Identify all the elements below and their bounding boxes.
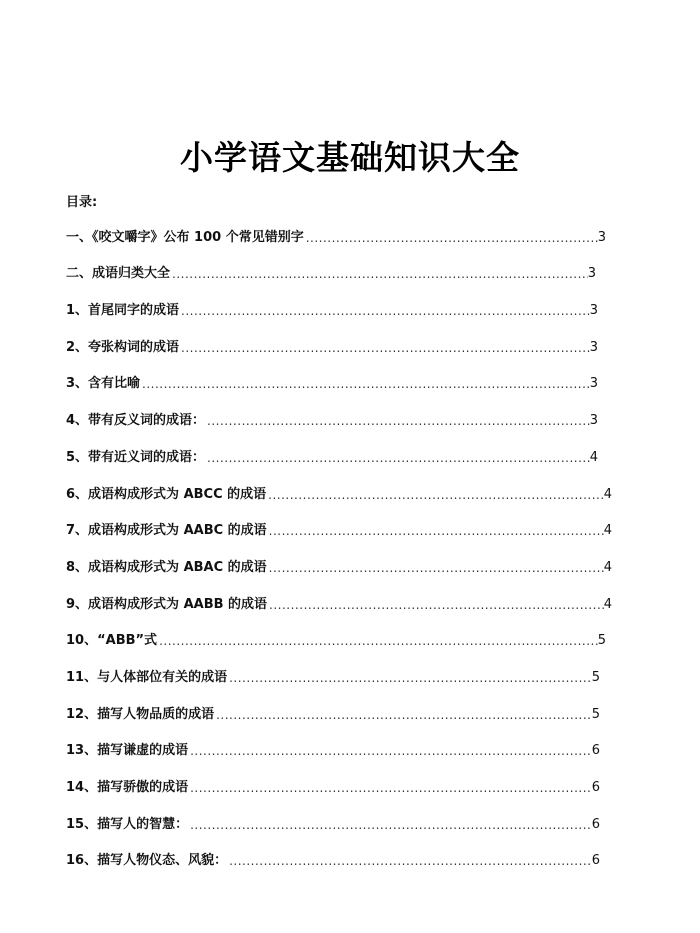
toc-entry-text: 一、《咬文嚼字》公布 100 个常见错别字	[66, 230, 304, 245]
toc-leader-dots	[266, 487, 604, 503]
toc-entry-page: 3	[589, 413, 598, 428]
toc-leader-dots	[227, 670, 592, 686]
toc-entry-text: 5、带有近义词的成语：	[66, 450, 206, 465]
toc-leader-dots	[267, 597, 604, 613]
toc-entry[interactable]	[66, 593, 612, 613]
toc-entry-text: 2、夸张构词的成语	[66, 340, 180, 355]
toc-entry-page: 6	[591, 853, 600, 868]
toc-leader-dots	[214, 707, 592, 723]
toc-entry-page: 5	[591, 670, 600, 685]
toc-entry-page: 3	[597, 230, 606, 245]
toc-entry-page: 3	[589, 303, 598, 318]
toc-leader-dots	[205, 450, 590, 466]
toc-leader-dots	[157, 633, 598, 649]
toc-entry-text: 1、首尾同字的成语	[66, 303, 180, 318]
toc-entry-page: 3	[587, 266, 596, 281]
toc-entry[interactable]	[66, 629, 606, 649]
toc-leader-dots	[267, 560, 604, 576]
toc-entry-text: 14、描写骄傲的成语	[66, 780, 189, 795]
toc-leader-dots	[188, 780, 592, 796]
toc-entry-page: 4	[589, 450, 598, 465]
toc-entry-text: 3、含有比喻	[66, 376, 141, 391]
toc-leader-dots	[170, 266, 588, 282]
toc-entry-text: 12、描写人物品质的成语	[66, 707, 215, 722]
toc-entry[interactable]	[66, 666, 600, 686]
toc-entry[interactable]	[66, 262, 596, 282]
toc-entry-page: 6	[591, 743, 600, 758]
toc-entry[interactable]	[66, 813, 600, 833]
toc-entry-page: 5	[591, 707, 600, 722]
toc-entry-text: 10、“ABB”式	[66, 633, 158, 648]
toc-entry-text: 二、成语归类大全	[66, 266, 171, 281]
toc-entry[interactable]	[66, 226, 606, 246]
toc-entry-page: 4	[603, 560, 612, 575]
toc-entry-page: 4	[603, 487, 612, 502]
toc-entry-text: 15、描写人的智慧：	[66, 817, 189, 832]
toc-entry-text: 11、与人体部位有关的成语	[66, 670, 228, 685]
document-title: 小学语文基础知识大全	[180, 138, 520, 177]
toc-entry-page: 5	[597, 633, 606, 648]
toc-entry[interactable]	[66, 446, 598, 466]
toc-entry-text: 16、描写人物仪态、风貌：	[66, 853, 228, 868]
toc-entry[interactable]	[66, 556, 612, 576]
toc-leader-dots	[179, 303, 590, 319]
toc-entry-page: 4	[603, 523, 612, 538]
toc-entry-text: 13、描写谦虚的成语	[66, 743, 189, 758]
toc-entry[interactable]	[66, 299, 598, 319]
toc-entry-page: 6	[591, 780, 600, 795]
toc-entry[interactable]	[66, 336, 598, 356]
toc-entry[interactable]	[66, 703, 600, 723]
toc-leader-dots	[205, 413, 590, 429]
toc-entry[interactable]	[66, 372, 598, 392]
toc-entry[interactable]	[66, 519, 612, 539]
toc-entry[interactable]	[66, 739, 600, 759]
toc-heading: 目录:	[66, 195, 98, 210]
toc-entry[interactable]	[66, 483, 612, 503]
toc-leader-dots	[140, 376, 590, 392]
toc-leader-dots	[188, 743, 592, 759]
toc-leader-dots	[188, 817, 592, 833]
toc-entry-text: 6、成语构成形式为 ABCC 的成语	[66, 487, 267, 502]
toc-leader-dots	[179, 340, 590, 356]
toc-entry-text: 8、成语构成形式为 ABAC 的成语	[66, 560, 267, 575]
toc-entry[interactable]	[66, 409, 598, 429]
toc-leader-dots	[267, 523, 604, 539]
toc-entry-text: 4、带有反义词的成语：	[66, 413, 206, 428]
toc-entry-page: 3	[589, 376, 598, 391]
toc-entry-page: 3	[589, 340, 598, 355]
toc-entry[interactable]	[66, 849, 600, 869]
toc-entry[interactable]	[66, 776, 600, 796]
toc-leader-dots	[227, 853, 592, 869]
toc-leader-dots	[304, 230, 598, 246]
toc-entry-page: 6	[591, 817, 600, 832]
toc-entry-text: 9、成语构成形式为 AABB 的成语	[66, 597, 268, 612]
toc-entry-text: 7、成语构成形式为 AABC 的成语	[66, 523, 267, 538]
toc-entry-page: 4	[603, 597, 612, 612]
